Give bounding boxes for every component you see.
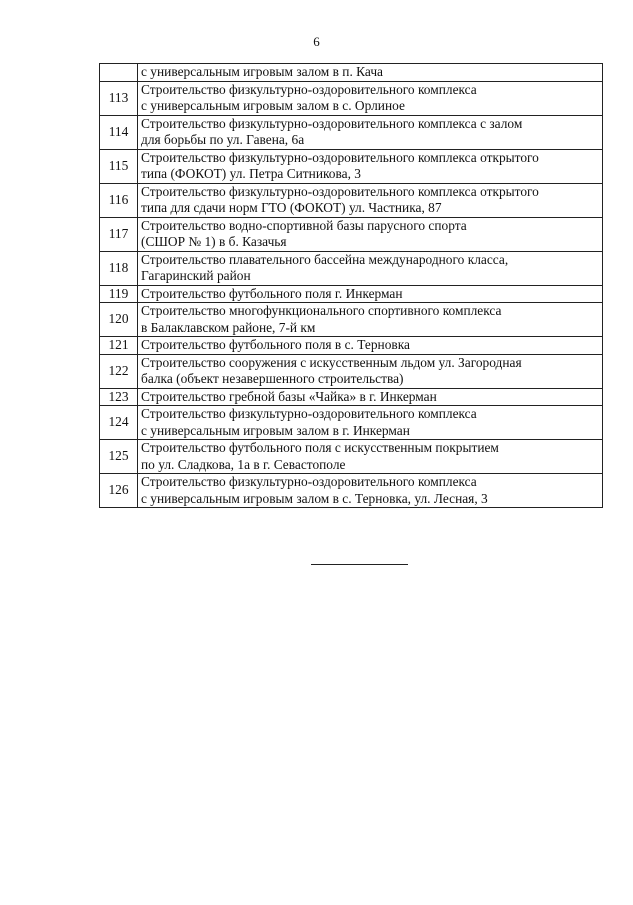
row-number: 119: [100, 285, 138, 303]
description-line: Строительство физкультурно-оздоровительного комплекса открытого: [141, 149, 539, 165]
table-row: [100, 217, 603, 251]
row-number: 115: [100, 149, 138, 183]
description-line: типа для сдачи норм ГТО (ФОКОТ) ул. Частника, 87: [141, 200, 442, 215]
description-line: Строительство физкультурно-оздоровительного комплекса: [141, 406, 477, 421]
row-number: 121: [100, 337, 138, 355]
row-description: [138, 474, 603, 508]
row-number: 124: [100, 406, 138, 440]
table-row: [100, 251, 603, 285]
row-number: 116: [100, 183, 138, 217]
row-number: 118: [100, 251, 138, 285]
description-line: Строительство сооружения с искусственным льдом ул. Загородная: [141, 354, 522, 370]
table-row: [100, 337, 603, 355]
table-body: [100, 64, 603, 508]
description-line: Строительство футбольного поля г. Инкерман: [141, 285, 403, 301]
row-description: [138, 388, 603, 406]
description-line: по ул. Сладкова, 1а в г. Севастополе: [141, 456, 346, 472]
row-description: [138, 115, 603, 149]
page-number: 6: [313, 34, 320, 49]
description-line: с универсальным игровым залом в с. Орлиное: [141, 98, 405, 113]
description-line: Строительство футбольного поля в с. Терновка: [141, 337, 410, 352]
row-description: [138, 337, 603, 355]
table-row: [100, 354, 603, 388]
table-row: [100, 440, 603, 474]
table-row: [100, 388, 603, 406]
objects-table: [99, 63, 603, 508]
description-line: Строительство физкультурно-оздоровительного комплекса: [141, 81, 477, 97]
table-row: [100, 285, 603, 303]
table-row: [100, 64, 603, 82]
row-description: [138, 81, 603, 115]
table-row: [100, 81, 603, 115]
description-line: Гагаринский район: [141, 268, 251, 283]
description-line: Строительство водно-спортивной базы парусного спорта: [141, 217, 467, 233]
description-line: Строительство гребной базы «Чайка» в г. Инкерман: [141, 388, 437, 404]
row-number: [100, 64, 138, 82]
row-description: [138, 183, 603, 217]
description-line: (СШОР № 1) в б. Казачья: [141, 234, 287, 249]
description-line: с универсальным игровым залом в с. Терновка, ул. Лесная, 3: [141, 490, 488, 506]
description-line: Строительство физкультурно-оздоровительного комплекса с залом: [141, 115, 523, 131]
row-number: 126: [100, 474, 138, 508]
end-separator-line: [311, 564, 408, 565]
description-line: Строительство физкультурно-оздоровительного комплекса: [141, 474, 477, 489]
description-line: типа (ФОКОТ) ул. Петра Ситникова, 3: [141, 166, 361, 181]
description-line: с универсальным игровым залом в г. Инкерман: [141, 422, 410, 438]
row-number: 117: [100, 217, 138, 251]
row-number: 114: [100, 115, 138, 149]
description-line: Строительство футбольного поля с искусственным покрытием: [141, 440, 499, 455]
table-row: [100, 183, 603, 217]
row-description: [138, 303, 603, 337]
row-number: 123: [100, 388, 138, 406]
row-number: 122: [100, 354, 138, 388]
table-row: [100, 303, 603, 337]
description-line: балка (объект незавершенного строительства): [141, 371, 404, 386]
description-line: Строительство плавательного бассейна международного класса,: [141, 251, 509, 267]
row-description: [138, 64, 603, 82]
row-number: 125: [100, 440, 138, 474]
row-number: 113: [100, 81, 138, 115]
row-description: [138, 440, 603, 474]
row-description: [138, 285, 603, 303]
row-description: [138, 354, 603, 388]
row-description: [138, 217, 603, 251]
row-number: 120: [100, 303, 138, 337]
row-description: [138, 406, 603, 440]
row-description: [138, 149, 603, 183]
description-line: в Балаклавском районе, 7-й км: [141, 319, 316, 335]
description-line: для борьбы по ул. Гавена, 6а: [141, 132, 305, 147]
description-line: Строительство многофункционального спортивного комплекса: [141, 303, 502, 318]
description-line: Строительство физкультурно-оздоровительного комплекса открытого: [141, 183, 539, 199]
table-row: [100, 474, 603, 508]
row-description: [138, 251, 603, 285]
table-row: [100, 115, 603, 149]
table-row: [100, 406, 603, 440]
table-row: [100, 149, 603, 183]
description-line: с универсальным игровым залом в п. Кача: [141, 64, 383, 79]
